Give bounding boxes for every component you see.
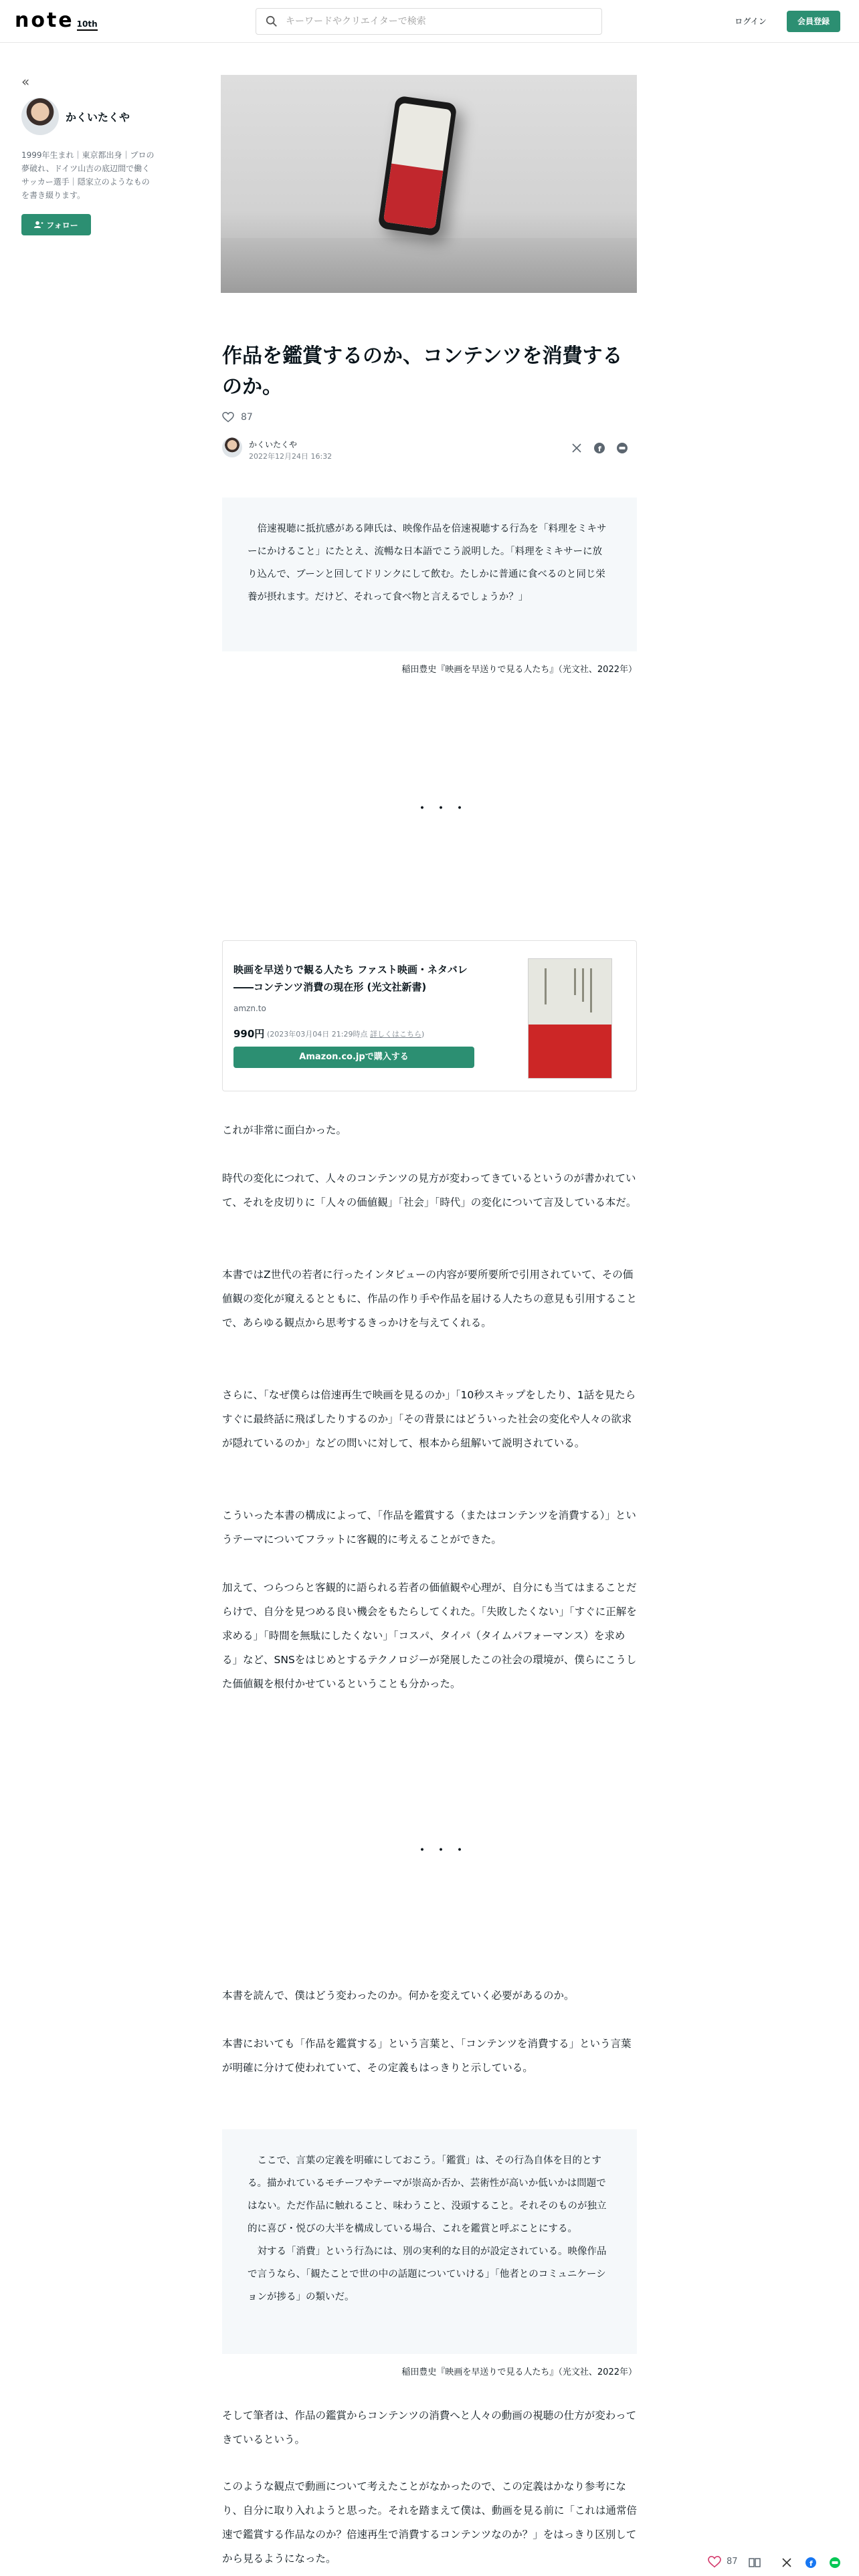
paragraph: 時代の変化につれて、人々のコンテンツの見方が変わってきているというのが書かれていて、それを皮切りに「人々の価値観」「社会」「時代」の変化について言及している本だ。	[222, 1172, 637, 1208]
like-count: 87	[241, 412, 253, 423]
amazon-embed-card[interactable]	[222, 940, 637, 1091]
heart-icon	[222, 412, 234, 423]
follow-button[interactable]	[21, 214, 91, 235]
logo-badge: 10th	[77, 19, 98, 31]
search-box[interactable]	[256, 8, 602, 35]
x-share-icon[interactable]	[780, 2556, 793, 2569]
facebook-share-icon[interactable]	[593, 441, 606, 455]
search-input[interactable]	[286, 16, 580, 27]
meta-author-avatar[interactable]	[222, 437, 242, 457]
price-detail-link[interactable]: 詳しくはこちら	[369, 1030, 421, 1039]
embed-domain: amzn.to	[233, 1004, 266, 1013]
embed-price: 990円	[233, 1028, 265, 1040]
price-note-suffix: )	[421, 1030, 425, 1039]
blockquote: ここで、言葉の定義を明確にしておこう。「鑑賞」は、その行為自体を目的とする。描かれているモチーフやテーマが崇高か否か、芸術性が高いか低いかは問題ではない。ただ作品に触れること、味わうこと、没頭すること。それそのものが独立的に喜び・悦びの大半を構成している場合、これを鑑賞と呼ぶことにする。 対する「消費」という行為には、別の実利的な目的が設定されている。映像作品で言うなら、「観たことで世の中の話題についていける」「他者とのコミュニケーションが捗る」の類いだ。	[222, 2129, 637, 2354]
phone-book-band	[383, 164, 443, 229]
paragraph: 本書を読んで、僕はどう変わったのか。何かを変えていく必要があるのか。	[222, 1990, 575, 2002]
paragraph: こういった本書の構成によって、「作品を鑑賞する（またはコンテンツを消費する）」というテーマについてフラットに客観的に考えることができた。	[222, 1509, 636, 1545]
follow-label: フォロー	[46, 220, 78, 230]
embed-title[interactable]: 映画を早送りで観る人たち ファスト映画・ネタバレ――コンテンツ消費の現在形 (光文社新書)	[233, 964, 468, 993]
price-note-prefix: (2023年03月04日 21:29時点	[267, 1030, 370, 1039]
heart-icon	[708, 2556, 721, 2568]
quote-citation: 稲田豊史『映画を早送りで見る人たち』（光文社、2022年）	[401, 665, 637, 675]
logo-text: note	[15, 9, 74, 32]
line-share-icon[interactable]	[828, 2556, 842, 2569]
phone-illustration	[378, 96, 458, 237]
quote-citation: 稲田豊史『映画を早送りで見る人たち』（光文社、2022年）	[401, 2367, 637, 2377]
author-bio: 1999年生まれ｜東京都出身｜プロの夢破れ、ドイツ山吉の底辺間で働くサッカー選手｜隠家立のようなものを書き綴ります。	[21, 150, 155, 200]
paragraph: 加えて、つらつらと客観的に語られる若者の価値観や心理が、自分にも当てはまることだらけで、自分を見つめる良い機会をもたらしてくれた。「失敗したくない」「すぐに正解を求める」「時間を無駄にしたくない」「コスパ、タイパ（タイムパフォーマンス）を求める」など、SNSをはじめとするテクノロジーが発展したこの社会の環境が、僕らにこうした価値観を根付かせているということも分かった。	[222, 1582, 637, 1690]
header	[0, 0, 859, 43]
like-button[interactable]	[708, 2556, 721, 2571]
article-title: 作品を鑑賞するのか、コンテンツを消費するのか。	[222, 344, 623, 399]
svg-text:f: f	[809, 2559, 813, 2568]
svg-text:f: f	[598, 445, 601, 453]
signup-button[interactable]: 会員登録	[787, 11, 840, 32]
amazon-buy-button[interactable]: Amazon.co.jpで購入する	[233, 1047, 474, 1068]
book-cover-band	[529, 1025, 611, 1078]
paragraph: さらに、「なぜ僕らは倍速再生で映画を見るのか」「10秒スキップをしたり、1話を見たらすぐに最終話に飛ばしたりするのか」「その背景にはどういった社会の変化や人々の欲求が隠れているのか」などの問いに対して、根本から紐解いて説明されている。	[222, 1389, 636, 1449]
section-divider: ・・・	[415, 800, 472, 817]
publish-date: 2022年12月24日 16:32	[249, 452, 332, 461]
collapse-sidebar-icon[interactable]: «	[21, 74, 30, 90]
paragraph: このような観点で動画について考えたことがなかったので、この定義はかなり参考になり、自分に取り入れようと思った。それを踏まえて僕は、動画を見る前に「これは通常倍速で鑑賞する作品なのか？倍速再生で消費するコンテンツなのか？」をはっきり区別してから見るようになった。	[222, 2480, 638, 2565]
floating-action-bar	[0, 2549, 859, 2576]
paragraph: これが非常に面白かった。	[222, 1124, 347, 1136]
magazine-add-icon[interactable]	[748, 2556, 761, 2569]
add-user-icon	[34, 221, 43, 229]
section-divider: ・・・	[415, 1842, 472, 1859]
blockquote: 倍速視聴に抵抗感がある陣氏は、映像作品を倍速視聴する行為を「料理をミキサーにかけること」にたとえ、流暢な日本語でこう説明した。「料理をミキサーに放り込んで、ブーンと回してドリンクにして飲む。たしかに普通に食べるのと同じ栄養が摂れます。だけど、それって食べ物と言えるでしょうか？」	[222, 498, 637, 651]
paragraph: そして筆者は、作品の鑑賞からコンテンツの消費へと人々の動画の視聴の仕方が変わってきているという。	[222, 2409, 637, 2446]
author-avatar[interactable]	[21, 98, 59, 135]
like-summary[interactable]	[222, 412, 253, 423]
search-icon	[266, 15, 278, 27]
phone-screen	[383, 102, 452, 229]
paragraph: 本書ではZ世代の若者に行ったインタビューの内容が要所要所で引用されていて、その価値観の変化が窺えるとともに、作品の作り手や作品を届ける人たちの意見も引用することで、あらゆる観点から思考するきっかけを与えてくれる。	[222, 1269, 638, 1329]
paragraph: 本書においても「作品を鑑賞する」という言葉と、「コンテンツを消費する」という言葉が明確に分けて使われていて、その定義もはっきりと示している。	[222, 2038, 632, 2074]
line-share-icon[interactable]	[615, 441, 629, 455]
embed-price-note	[267, 1029, 424, 1039]
hero-floor	[221, 238, 637, 293]
book-cover-image[interactable]	[528, 958, 612, 1079]
hero-image	[221, 75, 637, 293]
meta-author-name[interactable]: かくいたくや	[249, 440, 298, 449]
x-share-icon[interactable]	[570, 441, 583, 455]
sidebar-author-name[interactable]: かくいたくや	[66, 111, 130, 124]
footer-like-count: 87	[727, 2557, 738, 2567]
facebook-share-icon[interactable]	[804, 2556, 818, 2569]
login-button[interactable]: ログイン	[735, 17, 767, 26]
note-logo[interactable]	[15, 11, 98, 31]
